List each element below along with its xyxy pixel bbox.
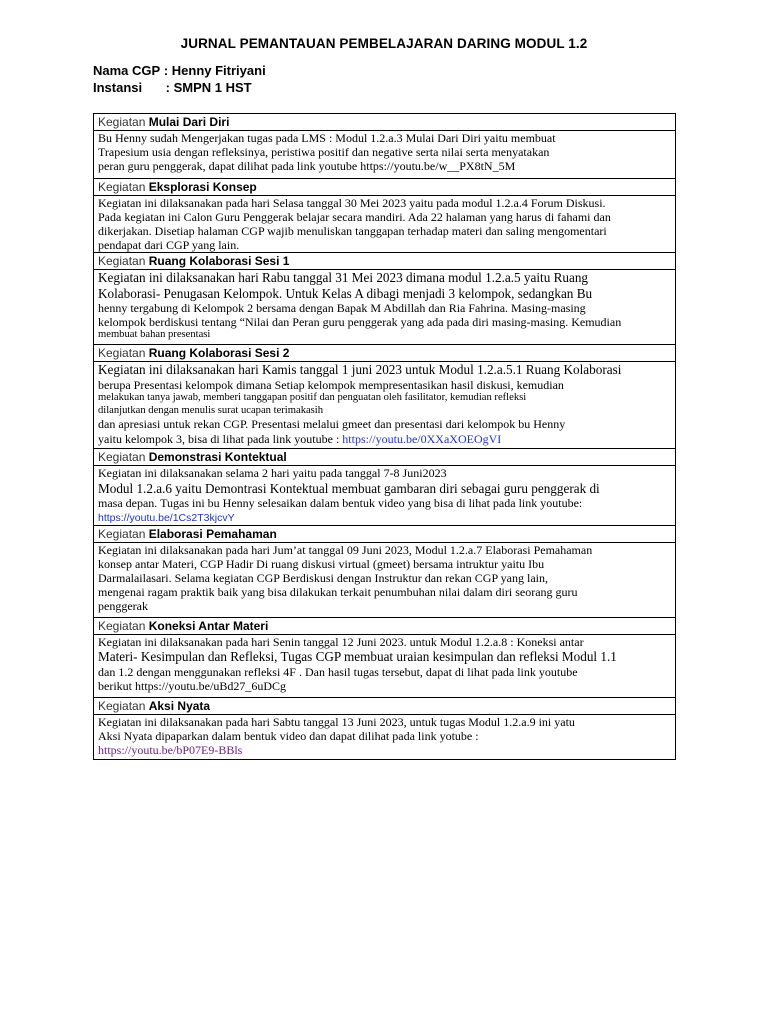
body-line: Bu Henny sudah Mengerjakan tugas pada LMS : Modul 1.2.a.3 Mulai Dari Diri yaitu membuat — [98, 131, 556, 145]
section-body — [94, 466, 676, 526]
body-line: Kegiatan ini dilaksanakan pada hari Senin tanggal 12 Juni 2023. untuk Modul 1.2.a.8 : Koneksi antar — [98, 634, 584, 649]
body-line: Kegiatan ini dilaksanakan pada hari Sabtu tanggal 13 Juni 2023, untuk tugas Modul 1.2.a.9 ini yatu — [98, 714, 575, 729]
section-body — [94, 714, 676, 759]
body-line: Aksi Nyata dipaparkan dalam bentuk video dan dapat dilihat pada link yotube : — [98, 728, 479, 743]
section-prefix: Kegiatan — [98, 346, 146, 360]
body-line: konsep antar Materi, CGP Hadir Di ruang diskusi virtual (gmeet) bersama intruktur yaitu Ibu — [98, 556, 545, 571]
section-name: Aksi Nyata — [148, 698, 211, 713]
body-line: Darmalailasari. Selama kegiatan CGP Berdiskusi dengan Instruktur dan rekan CGP yang lain, — [98, 570, 548, 585]
body-line: Kegiatan ini dilaksanakan hari Kamis tanggal 1 juni 2023 untuk Modul 1.2.a.5.1 Ruang Kolaborasi — [98, 362, 622, 377]
section-header-row — [94, 179, 676, 196]
body-line: henny tergabung di Kelompok 2 bersama dengan Bapak M Abdillah dan Ria Fahrina. Masing-masing — [98, 301, 586, 315]
youtube-link[interactable]: https://youtu.be/0XXaXOEOgVI — [342, 431, 502, 446]
body-line: Materi- Kesimpulan dan Refleksi, Tugas CGP membuat uraian kesimpulan dan refleksi Modul 1.1 — [98, 649, 617, 664]
body-line: Kegiatan ini dilaksanakan pada hari Jum’at tanggal 09 Juni 2023, Modul 1.2.a.7 Elaborasi Pemahaman — [98, 542, 593, 557]
body-line: mengenai ragam praktik baik yang bisa dilakukan terkait penumbuhan nilai dalam diri seorang guru — [98, 584, 578, 599]
section-body — [94, 196, 676, 253]
section-header — [94, 697, 676, 714]
body-line: penggerak — [98, 598, 148, 613]
instansi-row — [93, 80, 252, 95]
section-prefix: Kegiatan — [98, 115, 146, 129]
section-body — [94, 270, 676, 345]
section-body-row — [94, 362, 676, 449]
section-body-row — [94, 131, 676, 179]
section-body-row — [94, 270, 676, 345]
body-line: kelompok berdiskusi tentang “Nilai dan Peran guru penggerak yang ada pada diri masing-masing. Kemudian — [98, 315, 622, 329]
section-prefix: Kegiatan — [98, 618, 146, 633]
document-title: JURNAL PEMANTAUAN PEMBELAJARAN DARING MODUL 1.2 — [180, 36, 588, 51]
body-line: dilanjutkan dengan menulis surat ucapan terimakasih — [98, 404, 324, 416]
section-header-row — [94, 114, 676, 131]
body-line: membuat bahan presentasi — [98, 329, 211, 340]
section-prefix: Kegiatan — [98, 526, 146, 541]
section-name: Eksplorasi Konsep — [148, 180, 257, 194]
section-body-row — [94, 196, 676, 253]
instansi-label: Instansi — [93, 80, 143, 95]
section-name: Ruang Kolaborasi Sesi 2 — [148, 346, 290, 360]
body-line: melakukan tanya jawab, memberi tanggapan positif dan penguatan oleh fasilitator, kemudian refleksi — [98, 392, 527, 403]
section-header-row — [94, 345, 676, 362]
journal-table — [93, 113, 676, 760]
section-header-row — [94, 449, 676, 466]
section-body-row — [94, 634, 676, 697]
section-name: Demonstrasi Kontektual — [148, 450, 287, 464]
section-name: Elaborasi Pemahaman — [148, 526, 277, 541]
body-line: Kegiatan ini dilaksanakan pada hari Selasa tanggal 30 Mei 2023 yaitu pada modul 1.2.a.4 Forum Diskusi. — [98, 196, 606, 210]
section-header-row — [94, 697, 676, 714]
section-header-row — [94, 253, 676, 270]
section-body-row — [94, 714, 676, 759]
body-line: pendapat dari CGP yang lain. — [98, 238, 240, 252]
body-line: dan apresiasi untuk rekan CGP. Presentasi melalui gmeet dan presentasi dari kelompok bu Henny — [98, 417, 566, 431]
section-body — [94, 131, 676, 179]
body-line: masa depan. Tugas ini bu Henny selesaikan dalam bentuk video yang bisa di lihat pada link youtube: — [98, 496, 583, 510]
section-body-row — [94, 466, 676, 526]
section-header — [94, 114, 676, 131]
nama-cgp-value: : Henny Fitriyani — [163, 63, 266, 78]
section-name: Koneksi Antar Materi — [148, 618, 269, 633]
section-header — [94, 617, 676, 634]
body-line: Kegiatan ini dilaksanakan hari Rabu tanggal 31 Mei 2023 dimana modul 1.2.a.5 yaitu Ruang — [98, 270, 589, 285]
nama-cgp-row — [93, 63, 266, 78]
body-line: dikerjakan. Disetiap halaman CGP wajib menuliskan tanggapan terhadap materi dan saling mengomentari — [98, 224, 607, 238]
section-body — [94, 362, 676, 449]
section-header — [94, 253, 676, 270]
body-line: Trapesium usia dengan refleksinya, peristiwa positif dan negative serta nilai serta menyatakan — [98, 145, 550, 159]
section-body — [94, 634, 676, 697]
section-prefix: Kegiatan — [98, 254, 146, 268]
body-line: berupa Presentasi kelompok dimana Setiap kelompok mempresentasikan hasil diskusi, kemudian — [98, 377, 564, 392]
body-line: peran guru penggerak, dapat dilihat pada link youtube https://youtu.be/w__PX8tN_5M — [98, 159, 516, 173]
section-body — [94, 542, 676, 617]
body-line: dan 1.2 dengan menggunakan refleksi 4F . Dan hasil tugas tersebut, dapat di lihat pada link youtube — [98, 664, 578, 679]
section-header-row — [94, 525, 676, 542]
instansi-value: : SMPN 1 HST — [165, 80, 252, 95]
section-prefix: Kegiatan — [98, 180, 146, 194]
nama-cgp-label: Nama CGP — [93, 63, 161, 78]
section-header — [94, 525, 676, 542]
section-body-row — [94, 542, 676, 617]
section-header — [94, 179, 676, 196]
body-text: yaitu kelompok 3, bisa di lihat pada link youtube : — [98, 431, 343, 446]
section-prefix: Kegiatan — [98, 698, 146, 713]
youtube-link[interactable]: https://youtu.be/bP07E9-BBls — [98, 742, 243, 757]
body-line: Kolaborasi- Penugasan Kelompok. Untuk Kelas A dibagi menjadi 3 kelompok, sedangkan Bu — [98, 285, 593, 301]
section-header — [94, 345, 676, 362]
body-line: Kegiatan ini dilaksanakan selama 2 hari yaitu pada tanggal 7-8 Juni2023 — [98, 466, 447, 480]
section-name: Ruang Kolaborasi Sesi 1 — [148, 254, 290, 268]
body-line — [98, 432, 671, 447]
body-line: Modul 1.2.a.6 yaitu Demontrasi Kontektual membuat gambaran diri sebagai guru penggerak di — [98, 480, 600, 496]
section-header — [94, 449, 676, 466]
section-header-row — [94, 617, 676, 634]
body-line: Pada kegiatan ini Calon Guru Penggerak belajar secara mandiri. Ada 22 halaman yang harus di fahami dan — [98, 210, 611, 224]
body-line: berikut https://youtu.be/uBd27_6uDCg — [98, 679, 286, 693]
youtube-link[interactable]: https://youtu.be/1Cs2T3kjcvY — [98, 511, 235, 524]
section-name: Mulai Dari Diri — [148, 115, 230, 129]
section-prefix: Kegiatan — [98, 450, 146, 464]
